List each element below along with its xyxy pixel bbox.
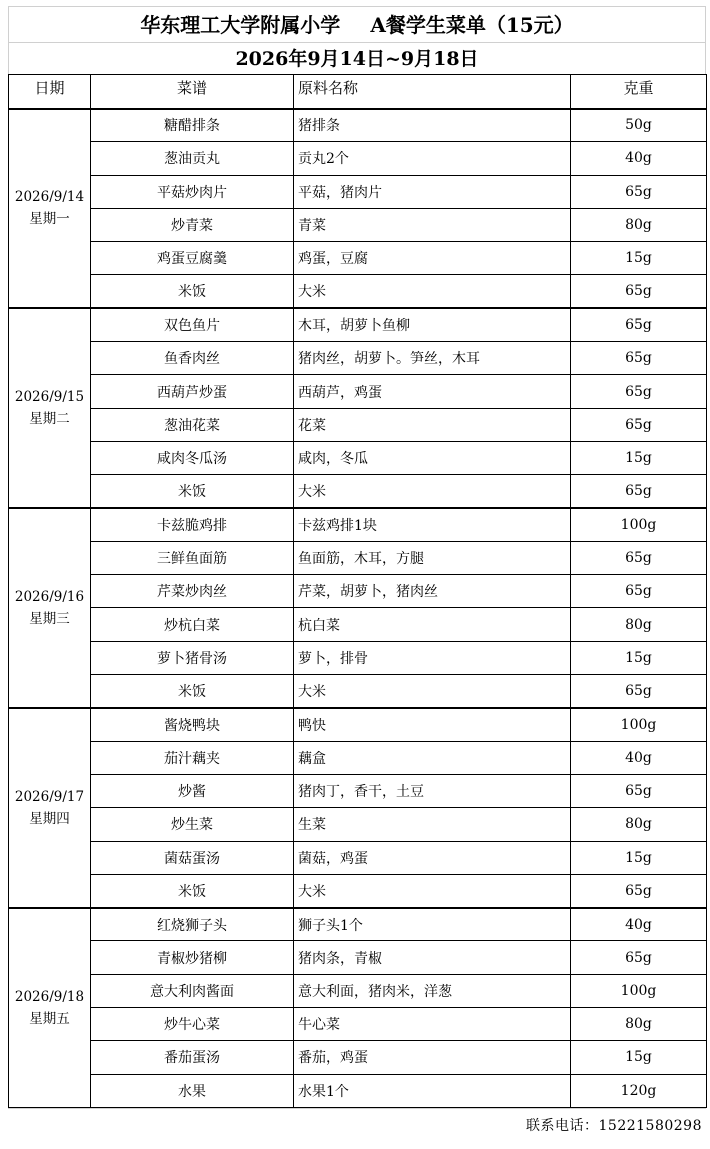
dish-cell: 意大利肉酱面 — [91, 974, 294, 1007]
dish-cell: 青椒炒猪柳 — [91, 941, 294, 974]
ingredients-cell: 狮子头1个 — [294, 908, 571, 941]
table-row — [9, 175, 707, 208]
weight-cell: 15g — [571, 1041, 707, 1074]
day-date: 2026/9/18 — [14, 988, 85, 1005]
dish-cell: 葱油花菜 — [91, 408, 294, 441]
dish-cell: 鸡蛋豆腐羹 — [91, 242, 294, 275]
col-header-weight: 克重 — [571, 75, 707, 109]
table-row — [9, 408, 707, 441]
day-date-cell — [9, 908, 91, 1108]
table-row — [9, 974, 707, 1007]
day-date-cell — [9, 508, 91, 708]
ingredients-cell: 猪肉丝，胡萝卜。笋丝，木耳 — [294, 342, 571, 375]
weight-cell: 65g — [571, 774, 707, 807]
dish-cell: 米饭 — [91, 675, 294, 708]
table-row — [9, 342, 707, 375]
table-row — [9, 1008, 707, 1041]
weight-cell: 15g — [571, 641, 707, 674]
table-row — [9, 275, 707, 308]
weight-cell: 120g — [571, 1074, 707, 1107]
col-header-date: 日期 — [9, 75, 91, 109]
ingredients-cell: 咸肉，冬瓜 — [294, 441, 571, 474]
table-row — [9, 741, 707, 774]
dish-cell: 炒杭白菜 — [91, 608, 294, 641]
ingredients-cell: 猪肉条，青椒 — [294, 941, 571, 974]
day-date-cell — [9, 708, 91, 908]
ingredients-cell: 平菇，猪肉片 — [294, 175, 571, 208]
table-row — [9, 142, 707, 175]
dish-cell: 米饭 — [91, 475, 294, 508]
table-row — [9, 242, 707, 275]
weight-cell: 80g — [571, 608, 707, 641]
dish-cell: 三鲜鱼面筋 — [91, 541, 294, 574]
table-row — [9, 841, 707, 874]
dish-cell: 米饭 — [91, 275, 294, 308]
ingredients-cell: 生菜 — [294, 808, 571, 841]
table-row — [9, 774, 707, 807]
weight-cell: 65g — [571, 541, 707, 574]
menu-title: A餐学生菜单（15元） — [370, 13, 574, 37]
table-row — [9, 675, 707, 708]
ingredients-cell: 番茄，鸡蛋 — [294, 1041, 571, 1074]
table-row — [9, 908, 707, 941]
day-weekday: 星期一 — [29, 211, 70, 228]
weight-cell: 65g — [571, 941, 707, 974]
table-row — [9, 475, 707, 508]
ingredients-cell: 意大利面，猪肉米，洋葱 — [294, 974, 571, 1007]
day-date-cell — [9, 109, 91, 309]
ingredients-cell: 鸭快 — [294, 708, 571, 741]
ingredients-cell: 花菜 — [294, 408, 571, 441]
weight-cell: 40g — [571, 142, 707, 175]
ingredients-cell: 卡兹鸡排1块 — [294, 508, 571, 541]
dish-cell: 糖醋排条 — [91, 109, 294, 142]
weight-cell: 80g — [571, 1008, 707, 1041]
dish-cell: 西葫芦炒蛋 — [91, 375, 294, 408]
weight-cell: 65g — [571, 874, 707, 907]
header-row — [9, 75, 707, 109]
weight-cell: 65g — [571, 408, 707, 441]
weight-cell: 65g — [571, 308, 707, 341]
dish-cell: 酱烧鸭块 — [91, 708, 294, 741]
weight-cell: 50g — [571, 109, 707, 142]
ingredients-cell: 木耳，胡萝卜鱼柳 — [294, 308, 571, 341]
ingredients-cell: 鸡蛋，豆腐 — [294, 242, 571, 275]
ingredients-cell: 水果1个 — [294, 1074, 571, 1107]
weight-cell: 100g — [571, 508, 707, 541]
date-range: 2026年9月14日~9月18日 — [8, 42, 706, 74]
weight-cell: 15g — [571, 441, 707, 474]
ingredients-cell: 菌菇，鸡蛋 — [294, 841, 571, 874]
weight-cell: 65g — [571, 175, 707, 208]
dish-cell: 鱼香肉丝 — [91, 342, 294, 375]
weight-cell: 100g — [571, 974, 707, 1007]
dish-cell: 水果 — [91, 1074, 294, 1107]
day-weekday: 星期五 — [29, 1010, 70, 1027]
ingredients-cell: 西葫芦，鸡蛋 — [294, 375, 571, 408]
ingredients-cell: 鱼面筋，木耳，方腿 — [294, 541, 571, 574]
table-row — [9, 874, 707, 907]
table-row — [9, 375, 707, 408]
menu-table — [8, 74, 707, 1108]
dish-cell: 葱油贡丸 — [91, 142, 294, 175]
dish-cell: 芹菜炒肉丝 — [91, 575, 294, 608]
table-row — [9, 109, 707, 142]
dish-cell: 炒生菜 — [91, 808, 294, 841]
table-row — [9, 575, 707, 608]
ingredients-cell: 萝卜，排骨 — [294, 641, 571, 674]
menu-sheet — [8, 6, 706, 1108]
dish-cell: 米饭 — [91, 874, 294, 907]
table-row — [9, 808, 707, 841]
dish-cell: 番茄蛋汤 — [91, 1041, 294, 1074]
day-date: 2026/9/15 — [14, 389, 85, 406]
table-row — [9, 1074, 707, 1107]
dish-cell: 炒青菜 — [91, 208, 294, 241]
weight-cell: 15g — [571, 841, 707, 874]
day-date: 2026/9/17 — [14, 788, 85, 805]
day-weekday: 星期二 — [29, 411, 70, 428]
ingredients-cell: 藕盒 — [294, 741, 571, 774]
dish-cell: 卡兹脆鸡排 — [91, 508, 294, 541]
dish-cell: 菌菇蛋汤 — [91, 841, 294, 874]
ingredients-cell: 贡丸2个 — [294, 142, 571, 175]
weight-cell: 65g — [571, 675, 707, 708]
dish-cell: 平菇炒肉片 — [91, 175, 294, 208]
ingredients-cell: 芹菜，胡萝卜，猪肉丝 — [294, 575, 571, 608]
dish-cell: 炒牛心菜 — [91, 1008, 294, 1041]
ingredients-cell: 杭白菜 — [294, 608, 571, 641]
table-row — [9, 208, 707, 241]
ingredients-cell: 牛心菜 — [294, 1008, 571, 1041]
day-date-cell — [9, 308, 91, 508]
ingredients-cell: 猪排条 — [294, 109, 571, 142]
table-row — [9, 1041, 707, 1074]
dish-cell: 萝卜猪骨汤 — [91, 641, 294, 674]
day-date: 2026/9/14 — [14, 189, 85, 206]
table-row — [9, 941, 707, 974]
ingredients-cell: 青菜 — [294, 208, 571, 241]
col-header-ingredients: 原料名称 — [294, 75, 571, 109]
day-weekday: 星期三 — [29, 610, 70, 627]
table-row — [9, 641, 707, 674]
table-row — [9, 441, 707, 474]
weight-cell: 40g — [571, 908, 707, 941]
ingredients-cell: 大米 — [294, 874, 571, 907]
weight-cell: 15g — [571, 242, 707, 275]
table-row — [9, 508, 707, 541]
weight-cell: 65g — [571, 275, 707, 308]
dish-cell: 茄汁藕夹 — [91, 741, 294, 774]
ingredients-cell: 猪肉丁，香干，土豆 — [294, 774, 571, 807]
ingredients-cell: 大米 — [294, 675, 571, 708]
col-header-dish: 菜谱 — [91, 75, 294, 109]
menu-title-row — [8, 6, 706, 42]
ingredients-cell: 大米 — [294, 275, 571, 308]
ingredients-cell: 大米 — [294, 475, 571, 508]
weight-cell: 65g — [571, 475, 707, 508]
weight-cell: 80g — [571, 808, 707, 841]
weight-cell: 65g — [571, 375, 707, 408]
day-weekday: 星期四 — [29, 810, 70, 827]
day-date: 2026/9/16 — [14, 588, 85, 605]
table-row — [9, 708, 707, 741]
table-row — [9, 541, 707, 574]
weight-cell: 100g — [571, 708, 707, 741]
table-row — [9, 308, 707, 341]
table-row — [9, 608, 707, 641]
dish-cell: 红烧狮子头 — [91, 908, 294, 941]
dish-cell: 双色鱼片 — [91, 308, 294, 341]
weight-cell: 65g — [571, 575, 707, 608]
menu-body — [9, 109, 707, 1108]
school-name: 华东理工大学附属小学 — [140, 13, 341, 37]
weight-cell: 40g — [571, 741, 707, 774]
contact-phone: 联系电话：15221580298 — [526, 1118, 702, 1134]
dish-cell: 咸肉冬瓜汤 — [91, 441, 294, 474]
weight-cell: 65g — [571, 342, 707, 375]
footer-divider — [8, 1108, 706, 1109]
weight-cell: 80g — [571, 208, 707, 241]
dish-cell: 炒酱 — [91, 774, 294, 807]
